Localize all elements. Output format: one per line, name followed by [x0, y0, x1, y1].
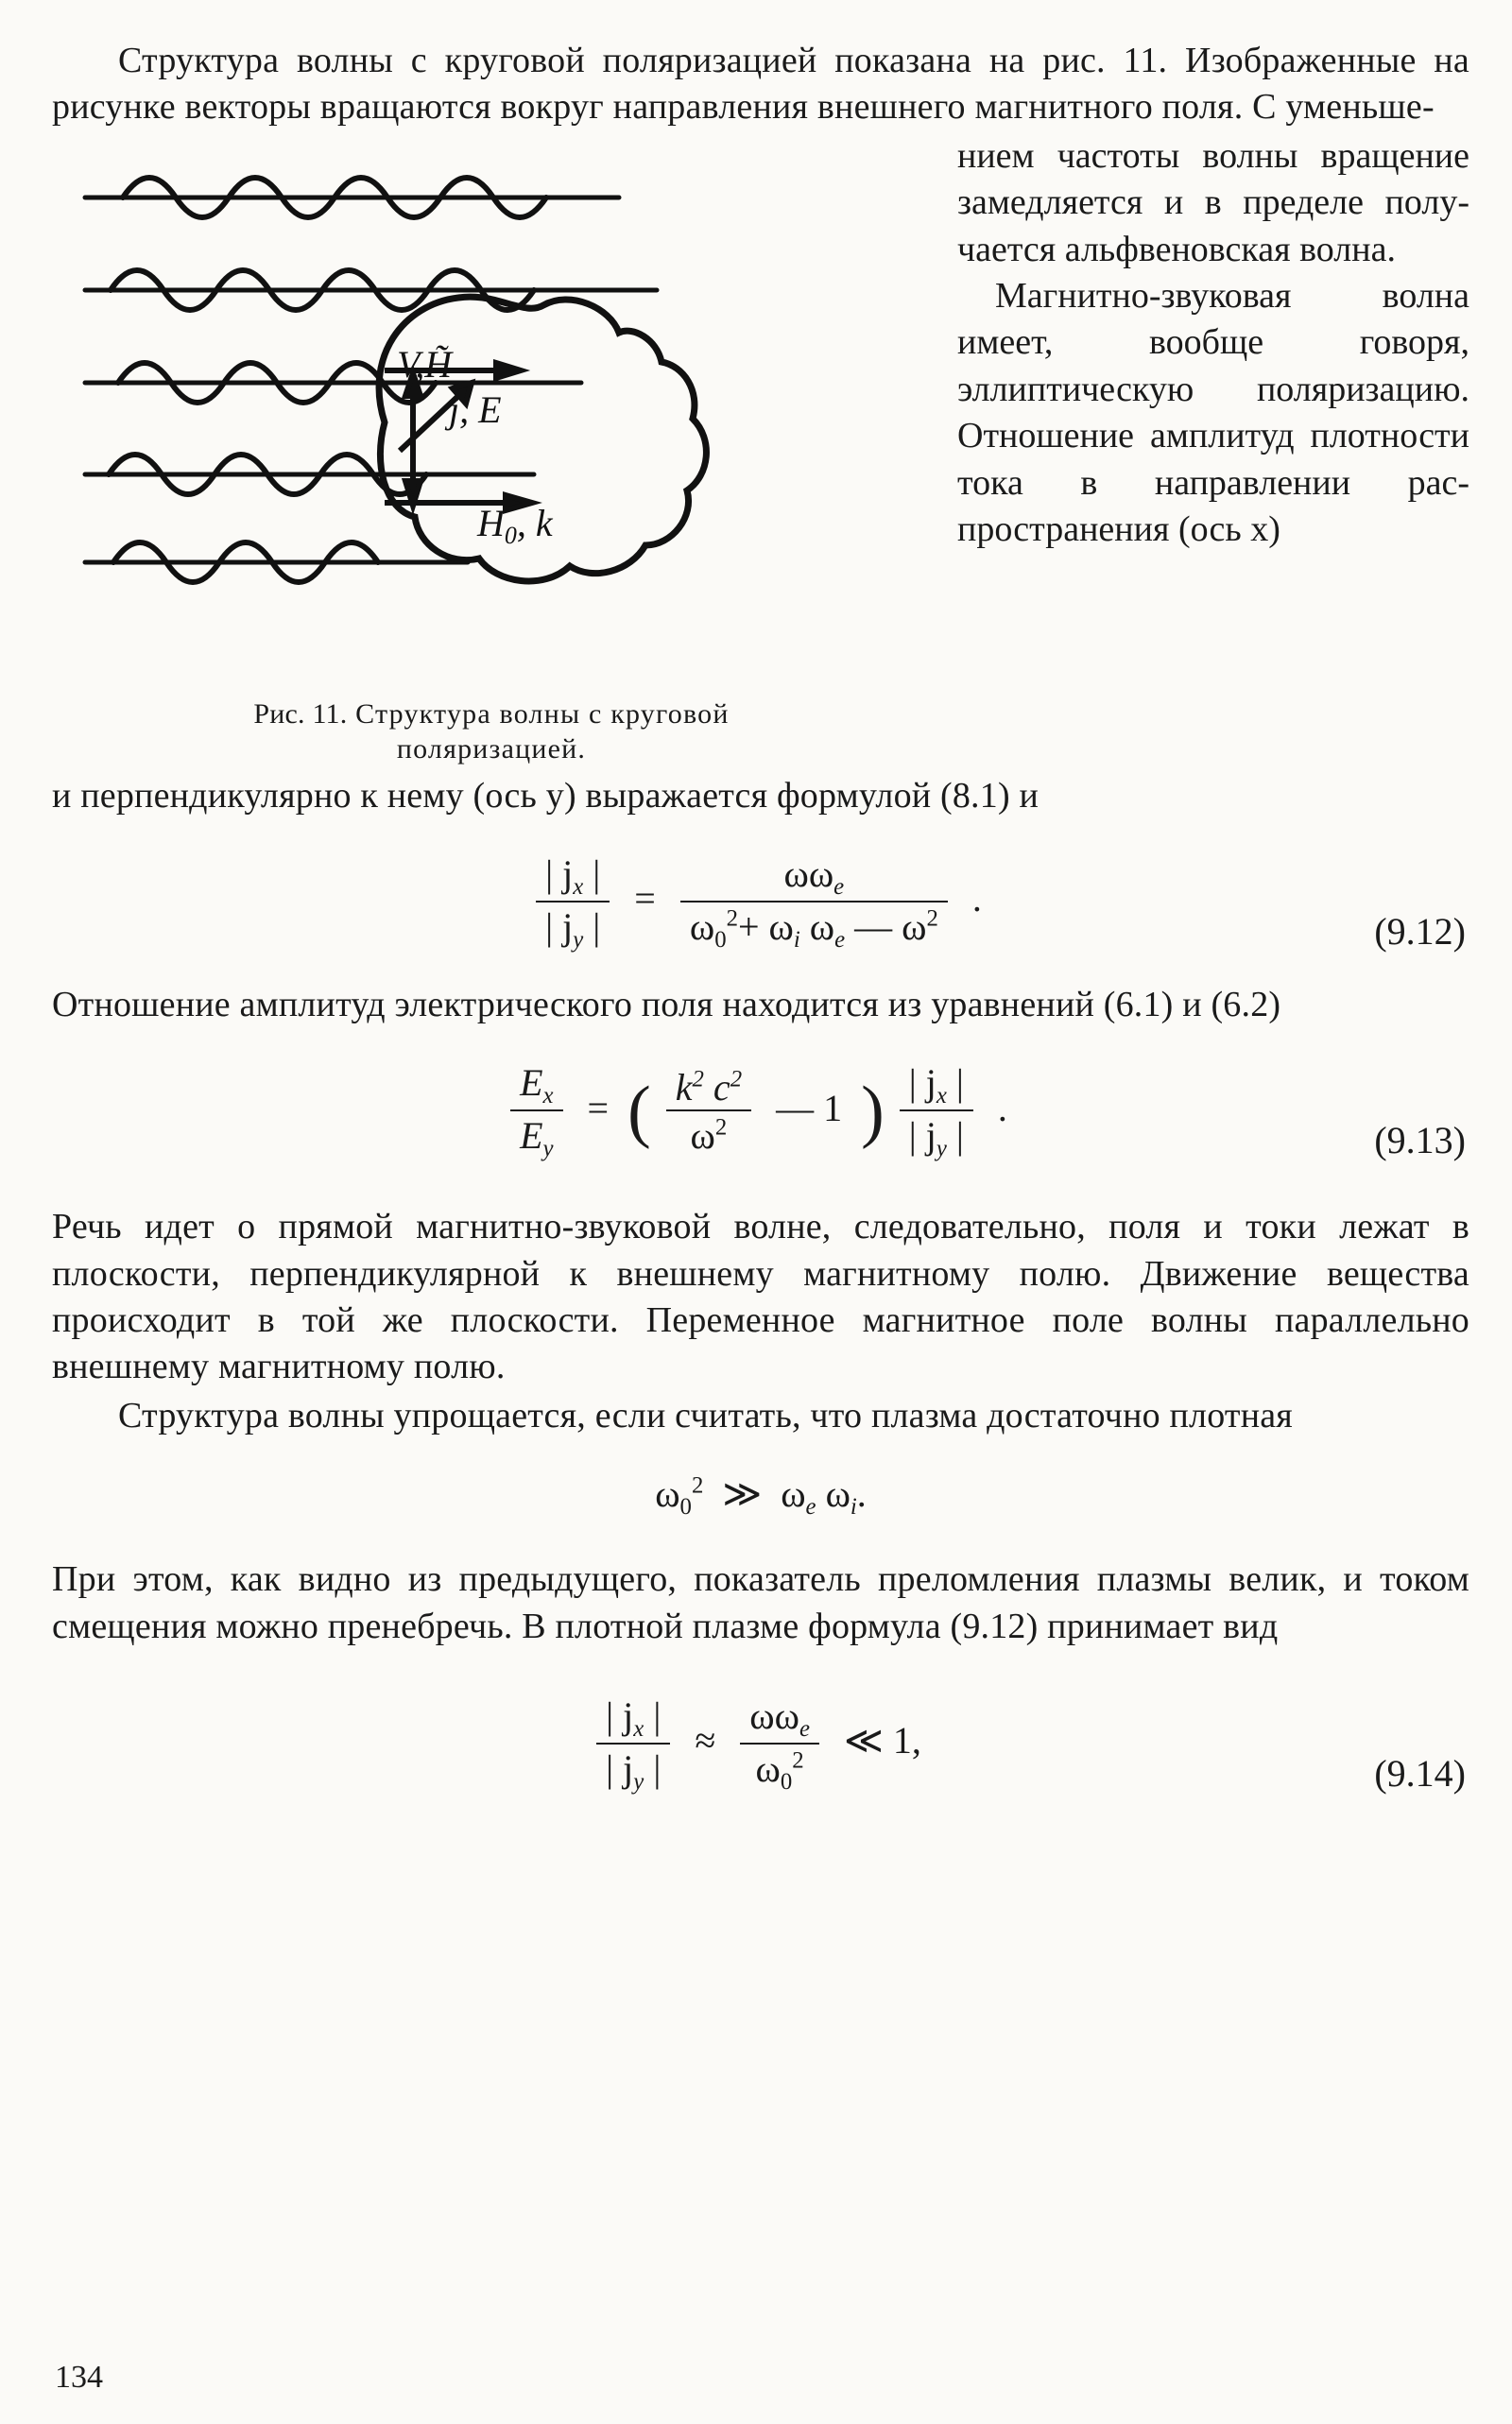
- eq912-rhs: [680, 851, 948, 954]
- figure-and-sidecolumn: [52, 133, 1469, 773]
- eq913-paren-close: ): [861, 1072, 885, 1150]
- paragraph-direct-wave: Речь идет о прямой магнитно-звуковой волне, следовательно, поля и токи лежат в плоскости, перпендикулярной к внешнему магнитному полю. Движение вещества происходит в той же плоскости. Переменное магнитное поле волны параллельно внешнему магнитному полю.: [52, 1207, 1469, 1387]
- eq913-factor-den: | $j_y$ |: [900, 1109, 973, 1162]
- label-v-h: V,H̃: [397, 342, 453, 386]
- equation-9-13: [52, 1060, 1469, 1162]
- eq914-rhs: [740, 1693, 819, 1796]
- eq913-lhs-num: $E_x$: [520, 1061, 554, 1109]
- eq912-lhs-den: | $j_y$ |: [536, 901, 610, 954]
- equation-9-14: [52, 1693, 1469, 1796]
- figure-caption-line2: поляризацией.: [396, 733, 587, 765]
- eq913-relation: =: [587, 1086, 610, 1129]
- paragraph-amplitude-ratio: Отношение амплитуд электрического поля находится из уравнений (6.1) и (6.2): [52, 985, 1281, 1025]
- eq914-rhs-den: $\omega 0^2$: [740, 1743, 819, 1796]
- equation-9-13-number: (9.13): [1374, 1119, 1466, 1162]
- eqdense-rhs: $\omega_e$ $\omega_i$.: [781, 1472, 867, 1521]
- figure-caption-lead: Рис. 11.: [253, 697, 348, 730]
- page-number: 134: [55, 2360, 103, 2395]
- eq912-rhs-den: $\omega 0^2+ \omega_i$ $\omega_e$ — $\omega^2$: [680, 901, 948, 954]
- eq912-lhs: [536, 851, 610, 954]
- eq912-rhs-num: $\omega\omega_e$: [783, 852, 845, 901]
- side-paragraph-2: Магнитно-звуковая волна имеет, вообще говоря, эллиптическую поляризацию. Отношение амплитуд плотности тока в направлении распространения (ось x): [957, 275, 1469, 549]
- eq914-tail: ≪ 1,: [843, 1719, 921, 1762]
- equation-dense-plasma: [52, 1471, 1469, 1521]
- eq913-factor: [900, 1060, 973, 1162]
- side-paragraph-1: нием частоты волны вращение замедляется и в пределе получается альфвеновская волна.: [957, 135, 1469, 269]
- eq914-lhs-den: | $j_y$ |: [596, 1743, 670, 1796]
- eqdense-lhs: $\omega 0^2$: [655, 1472, 704, 1521]
- equation-9-14-row: [52, 1693, 1469, 1796]
- eq913-inner-den: $\omega^2$: [666, 1109, 751, 1158]
- paragraph-refraction: При этом, как видно из предыдущего, показатель преломления плазмы велик, и током смещения можно пренебречь. В плотной плазме формула (9.12) принимает вид: [52, 1559, 1469, 1646]
- eq913-lhs-den: $E_y$: [510, 1109, 562, 1162]
- wave-structure-diagram: [52, 139, 931, 687]
- eq914-lhs-num: | $j_x$ |: [606, 1693, 662, 1742]
- page-content: [52, 38, 1469, 1824]
- eq913-minus-one: — 1: [776, 1086, 843, 1129]
- equation-9-13-row: [52, 1060, 1469, 1162]
- figure-caption-rest: Структура волны с круговой: [355, 697, 730, 730]
- equation-9-14-number: (9.14): [1374, 1751, 1466, 1795]
- eq913-inner-num: $k^2$ $c^2$: [675, 1066, 743, 1109]
- eq913-tail: .: [997, 1086, 1007, 1129]
- eq914-lhs: [596, 1693, 670, 1796]
- label-h0-k: $H_0$, k: [477, 501, 553, 549]
- equation-dense-row: [52, 1471, 1469, 1528]
- equation-9-12-number: (9.12): [1374, 910, 1466, 954]
- figure-caption: [52, 696, 931, 767]
- eq914-rhs-num: $\omega\omega_e$: [749, 1693, 810, 1742]
- eq913-paren-open: (: [627, 1072, 651, 1150]
- equation-9-12: [52, 851, 1469, 954]
- equation-9-12-row: [52, 851, 1469, 954]
- eq912-lhs-num: | $j_x$ |: [545, 852, 601, 901]
- label-j-e: j, E: [449, 387, 502, 431]
- paragraph-intro: Структура волны с круговой поляризацией показана на рис. 11. Изображенные на рисунке векторы вращаются вокруг направления внешнего магнитного поля. С уменьше-: [52, 41, 1469, 128]
- eq914-relation: ≈: [695, 1719, 716, 1762]
- paragraph-simplification: Структура волны упрощается, если считать, что плазма достаточно плотная: [118, 1395, 1293, 1435]
- paragraph-after-figure: и перпендикулярно к нему (ось y) выражается формулой (8.1) и: [52, 775, 1040, 816]
- figure-11: [52, 139, 931, 767]
- eq912-tail: .: [971, 877, 982, 920]
- eq913-inner-fraction: [666, 1065, 751, 1158]
- eq913-lhs: [510, 1060, 562, 1162]
- eq912-relation: =: [634, 877, 656, 920]
- eq913-factor-num: | $j_x$ |: [908, 1061, 964, 1109]
- eqdense-relation: ≫: [722, 1472, 763, 1516]
